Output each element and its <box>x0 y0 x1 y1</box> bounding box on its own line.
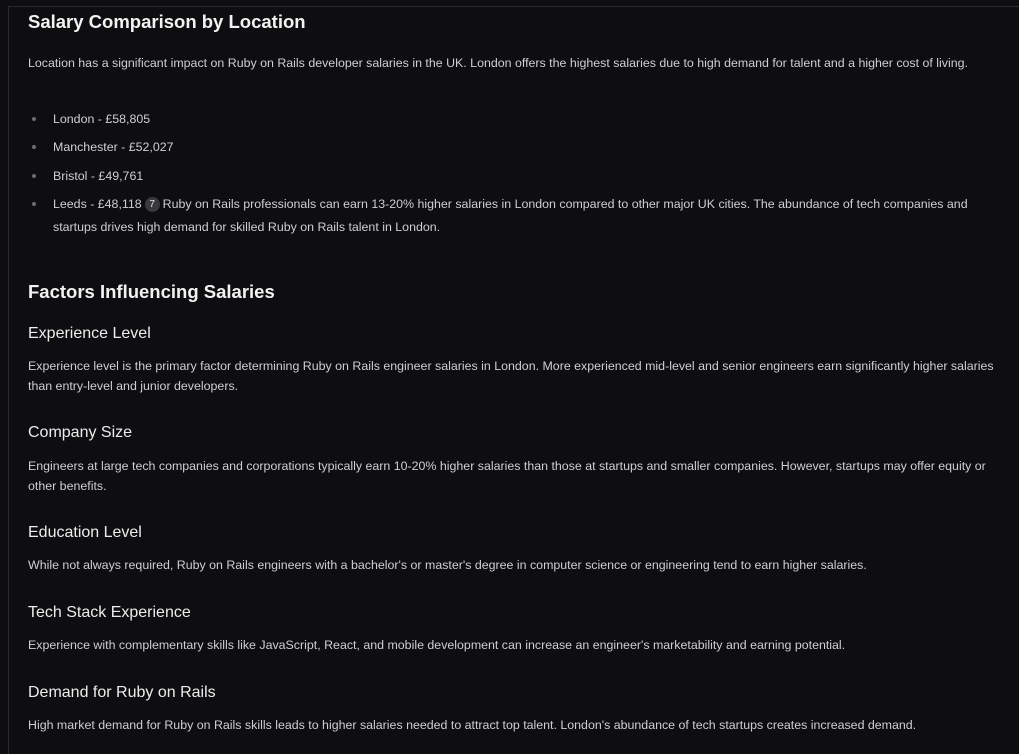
location-intro: Location has a significant impact on Ruby on Rails developer salaries in the UK. London offers the highest salaries due to high demand for talent and a higher cost of living. <box>28 56 968 70</box>
panel-top-border <box>8 6 1019 7</box>
list-item-label: Bristol - £49,761 <box>53 169 144 183</box>
list-item-label: London - £58,805 <box>53 112 151 126</box>
panel-left-border <box>8 6 9 754</box>
demand-text: High market demand for Ruby on Rails skills leads to higher salaries needed to attract top talent. London's abundance of tech startups creates increased demand. <box>28 718 917 732</box>
company-size-text: Engineers at large tech companies and corporations typically earn 10-20% higher salaries than those at startups and smaller companies. However, startups may offer equity or other benefits. <box>28 459 986 493</box>
location-section-title: Salary Comparison by Location <box>28 11 306 32</box>
factors-section-title: Factors Influencing Salaries <box>28 281 275 302</box>
list-item-bristol <box>28 165 1003 188</box>
list-item-london <box>28 108 1003 131</box>
citation-badge[interactable]: 7 <box>145 197 160 212</box>
experience-level-title: Experience Level <box>28 325 151 342</box>
bullet-dot <box>32 174 36 178</box>
experience-level-text: Experience level is the primary factor determining Ruby on Rails engineer salaries in London. More experienced mid-level and senior engineers earn significantly higher salaries than entry-level and junior developers. <box>28 359 994 393</box>
education-level-text: While not always required, Ruby on Rails engineers with a bachelor's or master's degree in computer science or engineering tend to earn higher salaries. <box>28 558 867 572</box>
company-size-title: Company Size <box>28 424 133 441</box>
list-item-leeds <box>28 193 1003 239</box>
demand-title: Demand for Ruby on Rails <box>28 684 216 701</box>
list-item-body <box>53 193 998 239</box>
bullet-dot <box>32 202 36 206</box>
education-level-title: Education Level <box>28 524 142 541</box>
tech-stack-text: Experience with complementary skills like JavaScript, React, and mobile development can increase an engineer's marketability and earning potential. <box>28 638 846 652</box>
list-item-label: Leeds - £48,118 <box>53 197 142 211</box>
list-item-label: Manchester - £52,027 <box>53 140 174 154</box>
bullet-dot <box>32 117 36 121</box>
list-item-manchester <box>28 136 1003 159</box>
tech-stack-title: Tech Stack Experience <box>28 604 191 621</box>
list-item-trailing-text: Ruby on Rails professionals can earn 13-20% higher salaries in London compared to other major UK cities. The abundance of tech companies and startups drives high demand for skilled Ruby on Rails talent in London. <box>53 197 968 234</box>
bullet-dot <box>32 145 36 149</box>
